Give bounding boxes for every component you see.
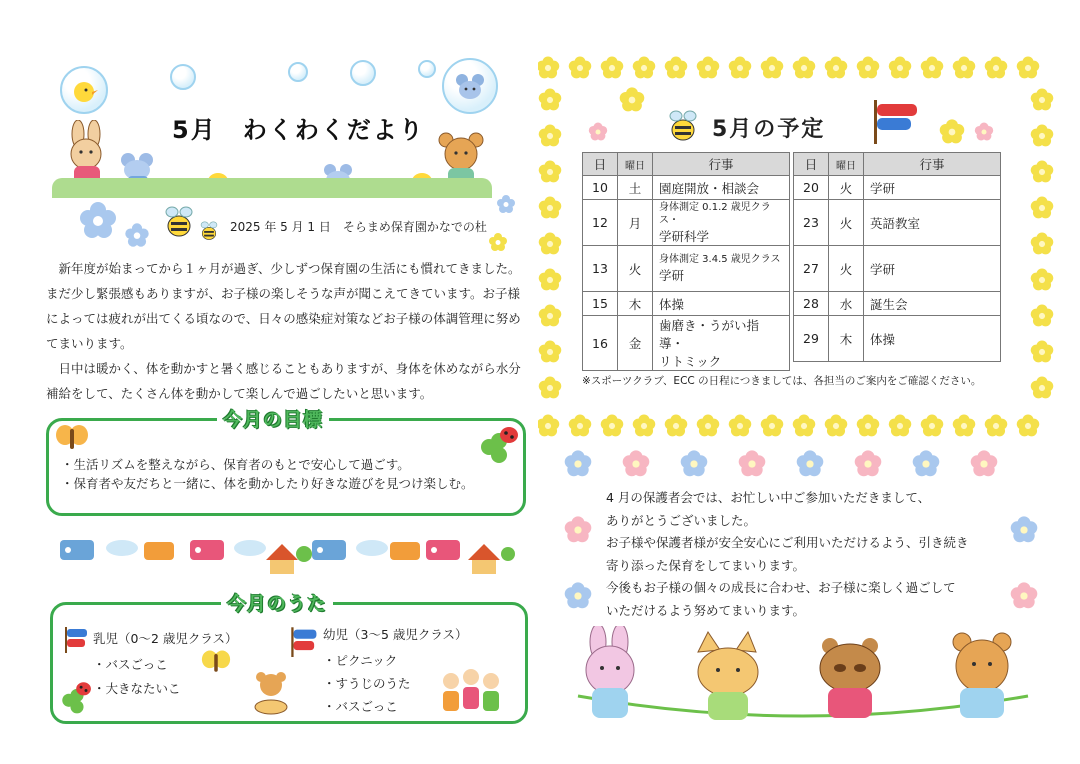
yellow-flower-icon — [665, 414, 688, 436]
yellow-flower-icon — [539, 232, 562, 254]
song-item: ・バスごっこ — [323, 699, 398, 714]
pastel-flower-icon — [1011, 516, 1038, 542]
yellow-flower-icon — [1031, 160, 1054, 182]
yellow-flower-icon — [1031, 232, 1054, 254]
issue-date: 2025 年 5 月 1 日 そらまめ保育園かなでの杜 — [230, 220, 487, 234]
cell-weekday: 火 — [829, 176, 864, 200]
table-row — [794, 292, 1001, 316]
yellow-flower-icon — [985, 56, 1008, 78]
carp-streamer-icon — [289, 625, 321, 657]
cell-event: 学研 — [864, 176, 1001, 200]
yellow-flower-icon — [539, 304, 562, 326]
event-text: 学研科学 — [659, 228, 710, 244]
toddler-song-list — [323, 649, 411, 718]
children-group-illustration — [439, 663, 511, 717]
yellow-flower-icon — [729, 56, 752, 78]
col-header-day: 日 — [583, 153, 618, 176]
ladybug-clover-icon — [59, 679, 95, 715]
table-header-row — [794, 153, 1001, 176]
yellow-flower-icon — [539, 124, 562, 146]
yellow-flower-icon — [761, 414, 784, 436]
col-header-event: 行事 — [864, 153, 1001, 176]
blue-flower-icon — [124, 222, 150, 248]
yellow-flower-icon — [889, 414, 912, 436]
newsletter-title: 5月 わくわくだより — [172, 116, 425, 144]
cell-event: 学研 — [864, 246, 1001, 292]
yellow-flower-icon — [539, 268, 562, 290]
yellow-flower-icon — [793, 414, 816, 436]
cell-day: 10 — [583, 176, 618, 200]
yellow-flower-icon — [761, 56, 784, 78]
yellow-flower-icon — [539, 376, 562, 398]
monthly-songs-box — [50, 593, 528, 724]
yellow-flower-icon — [569, 414, 592, 436]
table-row — [583, 200, 790, 246]
cell-weekday: 火 — [618, 246, 653, 292]
pastel-flower-icon — [913, 450, 940, 476]
yellow-flower-icon — [601, 56, 624, 78]
carp-streamer-icon — [63, 625, 91, 653]
cell-day: 20 — [794, 176, 829, 200]
carp-streamer-garland-illustration — [60, 532, 516, 576]
schedule-note: ※スポーツクラブ、ECC の日程につきましては、各担当のご案内をご確認ください。 — [582, 375, 982, 387]
cell-weekday: 水 — [829, 292, 864, 316]
message-line: いただけるよう努めてまいります。 — [606, 602, 806, 618]
yellow-flower-icon — [1031, 304, 1054, 326]
song-item: ・すうじのうた — [323, 676, 411, 691]
yellow-flower-icon — [857, 56, 880, 78]
event-detail: 身体測定 3.4.5 歳児クラス — [659, 254, 781, 265]
animals-jump-rope-illustration — [568, 626, 1038, 730]
yellow-flower-icon — [729, 414, 752, 436]
cell-day: 13 — [583, 246, 618, 292]
cell-weekday: 火 — [829, 246, 864, 292]
yellow-flower-icon — [697, 414, 720, 436]
table-row — [583, 246, 790, 292]
yellow-flower-icon — [539, 160, 562, 182]
event-text: 歯磨き・うがい指導・ — [659, 318, 760, 351]
header-banner — [52, 56, 492, 198]
cell-weekday: 木 — [829, 316, 864, 362]
bubble — [350, 60, 376, 86]
pastel-flower-icon — [565, 516, 592, 542]
yellow-flower-icon — [1031, 340, 1054, 362]
message-line: 寄り添った保育をしてまいります。 — [606, 557, 806, 573]
table-row — [794, 176, 1001, 200]
yellow-flower-icon — [488, 232, 508, 252]
bubble — [288, 62, 308, 82]
cell-day: 12 — [583, 200, 618, 246]
cell-weekday: 土 — [618, 176, 653, 200]
yellow-flower-icon — [985, 414, 1008, 436]
schedule-table-left — [582, 152, 790, 371]
greeting-paragraph: 新年度が始まってから１ヶ月が過ぎ、少しずつ保育園の生活にも慣れてきました。まだ少し緊張感もありますが、お子様の楽しそうな声が聞こえてきています。お子様によっては疲れが出てくる頃なので、日々の感染症対策などお子様の体調管理に努めてまいります。 — [46, 261, 521, 351]
cell-event: 園庭開放・相談会 — [653, 176, 790, 200]
goal-item: ・生活リズムを整えながら、保育者のもとで安心して過ごす。 — [61, 457, 410, 472]
yellow-flower-icon — [940, 119, 965, 143]
col-header-weekday: 曜日 — [829, 153, 864, 176]
pastel-flower-icon — [681, 450, 708, 476]
cell-event: 英語教室 — [864, 200, 1001, 246]
grass-strip — [52, 178, 492, 198]
bubble — [170, 64, 196, 90]
butterfly-icon — [55, 423, 89, 453]
bee-icon — [162, 204, 196, 240]
pink-flower-icon — [975, 123, 993, 141]
greeting-text — [46, 256, 524, 406]
song-item: ・大きなたいこ — [93, 681, 181, 696]
yellow-flower-icon — [539, 340, 562, 362]
greeting-paragraph: 日中は暖かく、体を動かすと暑く感じることもありますが、身体を休めながら水分補給をして、たくさん体を動かして楽しんで過ごしたいと思います。 — [46, 361, 521, 401]
cell-event — [653, 316, 790, 371]
schedule-title: 5月の予定 — [712, 117, 826, 142]
yellow-flower-icon — [539, 196, 562, 218]
cell-day: 16 — [583, 316, 618, 371]
yellow-flower-icon — [538, 414, 559, 436]
yellow-flower-icon — [665, 56, 688, 78]
yellow-flower-icon — [1017, 414, 1040, 436]
col-header-day: 日 — [794, 153, 829, 176]
table-header-row — [583, 153, 790, 176]
yellow-flower-icon — [1031, 124, 1054, 146]
table-row — [794, 200, 1001, 246]
song-item: ・ピクニック — [323, 653, 398, 668]
yellow-flower-icon — [953, 56, 976, 78]
cell-weekday: 火 — [829, 200, 864, 246]
bear-on-drum-illustration — [249, 667, 293, 715]
yellow-flower-icon — [569, 56, 592, 78]
cell-day: 23 — [794, 200, 829, 246]
yellow-flower-icon — [889, 56, 912, 78]
table-row — [583, 292, 790, 316]
cell-event — [653, 246, 790, 292]
event-text: 学研 — [659, 268, 685, 283]
song-item: ・バスごっこ — [93, 657, 168, 672]
carp-streamer-icon — [868, 98, 924, 144]
yellow-flower-icon — [1031, 376, 1054, 398]
yellow-flower-icon — [697, 56, 720, 78]
cell-day: 27 — [794, 246, 829, 292]
table-row — [794, 246, 1001, 292]
table-row — [794, 316, 1001, 362]
yellow-flower-icon — [1031, 88, 1054, 110]
bee-icon — [198, 220, 220, 242]
parents-message — [606, 487, 969, 622]
cell-day: 29 — [794, 316, 829, 362]
blue-flower-icon — [78, 200, 118, 240]
pink-flower-icon — [589, 123, 607, 141]
pastel-flower-icon — [565, 450, 592, 476]
cell-weekday: 木 — [618, 292, 653, 316]
event-text: リトミック — [659, 354, 722, 369]
yellow-flower-icon — [825, 56, 848, 78]
table-row — [583, 176, 790, 200]
toddler-heading: 幼児（3～5 歳児クラス） — [323, 627, 468, 642]
col-header-weekday: 曜日 — [618, 153, 653, 176]
cell-weekday: 月 — [618, 200, 653, 246]
yellow-flower-icon — [921, 414, 944, 436]
cell-day: 28 — [794, 292, 829, 316]
ladybug-clover-icon — [477, 421, 521, 465]
pastel-flower-icon — [1011, 582, 1038, 608]
cell-event: 体操 — [864, 316, 1001, 362]
message-line: お子様や保護者様が安全安心にご利用いただけるよう、引き続き — [606, 535, 969, 550]
yellow-flower-icon — [620, 87, 645, 111]
message-line: 4 月の保護者会では、お忙しい中ご参加いただきまして、 — [606, 490, 931, 505]
yellow-flower-icon — [825, 414, 848, 436]
bubble — [418, 60, 436, 78]
cell-event: 体操 — [653, 292, 790, 316]
bubble-chick-illustration — [60, 66, 108, 114]
songs-title: 今月のうた — [221, 589, 333, 616]
butterfly-icon — [201, 647, 231, 677]
cell-weekday: 金 — [618, 316, 653, 371]
pastel-flower-icon — [623, 450, 650, 476]
bubble-mouse-illustration — [442, 58, 498, 114]
yellow-flower-icon — [953, 414, 976, 436]
infant-heading: 乳児（0～2 歳児クラス） — [93, 631, 238, 646]
yellow-flower-icon — [633, 414, 656, 436]
cell-event — [653, 200, 790, 246]
yellow-flower-icon — [921, 56, 944, 78]
yellow-flower-icon — [857, 414, 880, 436]
yellow-flower-icon — [601, 414, 624, 436]
blue-flower-icon — [496, 194, 516, 214]
bee-icon — [666, 108, 700, 144]
yellow-flower-icon — [633, 56, 656, 78]
pastel-flower-icon — [797, 450, 824, 476]
yellow-flower-icon — [1031, 196, 1054, 218]
infant-song-list — [93, 653, 181, 701]
yellow-flower-icon — [793, 56, 816, 78]
message-line: ありがとうございました。 — [606, 512, 757, 528]
yellow-flower-icon — [538, 56, 559, 78]
pastel-flower-icon — [739, 450, 766, 476]
pastel-flower-icon — [565, 582, 592, 608]
col-header-event: 行事 — [653, 153, 790, 176]
pastel-flower-icon — [855, 450, 882, 476]
goal-item: ・保育者や友だちと一緒に、体を動かしたり好きな遊びを見つけ楽しむ。 — [61, 476, 474, 491]
yellow-flower-icon — [1017, 56, 1040, 78]
schedule-table-right — [793, 152, 1001, 362]
yellow-flower-icon — [1031, 268, 1054, 290]
cell-event: 誕生会 — [864, 292, 1001, 316]
table-row — [583, 316, 790, 371]
monthly-goals-box — [46, 409, 526, 516]
event-detail: 身体測定 0.1.2 歳児クラス・ — [659, 201, 771, 226]
cell-day: 15 — [583, 292, 618, 316]
goals-list — [61, 455, 474, 493]
yellow-flower-icon — [539, 88, 562, 110]
pastel-flower-icon — [971, 450, 998, 476]
message-line: 今後もお子様の個々の成長に合わせ、お子様に楽しく過ごして — [606, 580, 956, 595]
goals-title: 今月の目標 — [217, 405, 329, 432]
